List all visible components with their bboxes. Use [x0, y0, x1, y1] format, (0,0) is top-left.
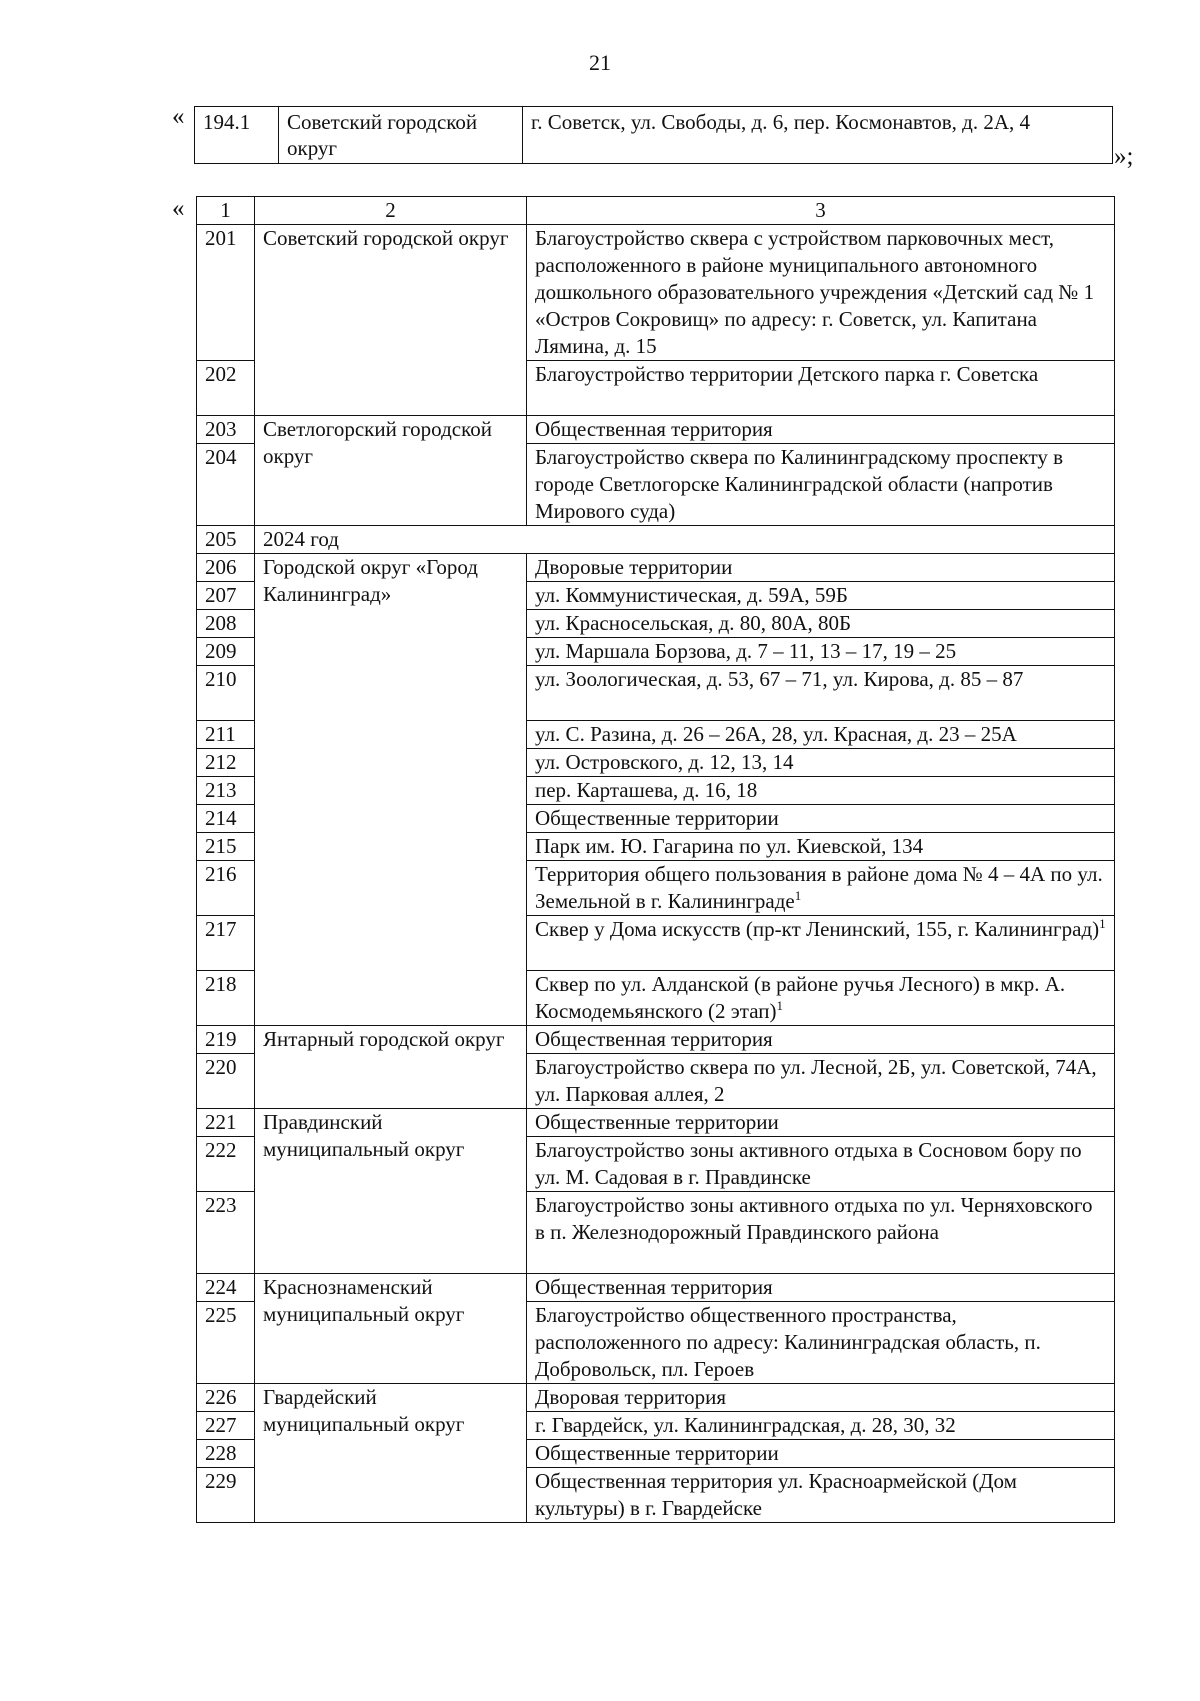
object-cell: пер. Карташева, д. 16, 18 [527, 777, 1115, 805]
row-number: 218 [197, 971, 255, 1026]
object-cell: ул. Маршала Борзова, д. 7 – 11, 13 – 17, 19 – 25 [527, 638, 1115, 666]
table-row [197, 1384, 1115, 1412]
district-cell: Гвардейский муниципальный округ [255, 1384, 527, 1523]
table-row [197, 225, 1115, 361]
close-quote-1: »; [1114, 143, 1134, 170]
row-number: 222 [197, 1137, 255, 1192]
object-cell: Парк им. Ю. Гагарина по ул. Киевской, 134 [527, 833, 1115, 861]
row-number: 208 [197, 610, 255, 638]
object-cell [527, 916, 1115, 971]
object-cell: Общественная территория [527, 1274, 1115, 1302]
object-cell: Благоустройство зоны активного отдыха в Сосновом бору по ул. М. Садовая в г. Правдинске [527, 1137, 1115, 1192]
amendment-table-194-1 [194, 106, 1113, 164]
object-cell: ул. Зоологическая, д. 53, 67 – 71, ул. Кирова, д. 85 – 87 [527, 666, 1115, 721]
object-cell: Общественные территории [527, 1109, 1115, 1137]
open-quote-1: « [172, 103, 185, 130]
year-cell: 2024 год [255, 526, 1115, 554]
row-number: 224 [197, 1274, 255, 1302]
header-col-2: 2 [255, 197, 527, 225]
row-number: 202 [197, 361, 255, 416]
footnote-mark: 1 [776, 998, 784, 1013]
row-number: 215 [197, 833, 255, 861]
object-cell: г. Гвардейск, ул. Калининградская, д. 28, 30, 32 [527, 1412, 1115, 1440]
row-number: 229 [197, 1468, 255, 1523]
object-cell: Благоустройство сквера по Калининградскому проспекту в городе Светлогорске Калининградской области (напротив Мирового суда) [527, 444, 1115, 526]
object-cell: Общественные территории [527, 805, 1115, 833]
row-number: 226 [197, 1384, 255, 1412]
district-cell: Краснознаменский муниципальный округ [255, 1274, 527, 1384]
row-number: 216 [197, 861, 255, 916]
object-cell: ул. С. Разина, д. 26 – 26А, 28, ул. Красная, д. 23 – 25А [527, 721, 1115, 749]
object-cell: Дворовые территории [527, 554, 1115, 582]
object-text: Сквер у Дома искусств (пр-кт Ленинский, 155, г. Калининград) [535, 917, 1100, 941]
row-number: 221 [197, 1109, 255, 1137]
district-cell: Правдинский муниципальный округ [255, 1109, 527, 1274]
objects-table [196, 196, 1115, 1523]
row-number: 225 [197, 1302, 255, 1384]
object-cell: Общественная территория [527, 416, 1115, 444]
header-col-1: 1 [197, 197, 255, 225]
district-cell: Советский городской округ [279, 107, 523, 164]
row-number: 223 [197, 1192, 255, 1274]
object-cell: ул. Красносельская, д. 80, 80А, 80Б [527, 610, 1115, 638]
object-cell: Общественные территории [527, 1440, 1115, 1468]
table-row [197, 1026, 1115, 1054]
row-number: 207 [197, 582, 255, 610]
row-number: 211 [197, 721, 255, 749]
table-header-row [197, 197, 1115, 225]
row-number: 228 [197, 1440, 255, 1468]
row-number: 220 [197, 1054, 255, 1109]
page-number: 21 [589, 50, 611, 75]
row-number: 213 [197, 777, 255, 805]
table-row [197, 416, 1115, 444]
row-number: 217 [197, 916, 255, 971]
object-cell: ул. Островского, д. 12, 13, 14 [527, 749, 1115, 777]
row-number: 227 [197, 1412, 255, 1440]
district-cell: Светлогорский городской округ [255, 416, 527, 526]
table-row [197, 554, 1115, 582]
row-number: 203 [197, 416, 255, 444]
row-number: 206 [197, 554, 255, 582]
table-row [197, 1274, 1115, 1302]
object-cell: Дворовая территория [527, 1384, 1115, 1412]
address-cell: г. Советск, ул. Свободы, д. 6, пер. Космонавтов, д. 2А, 4 [523, 107, 1113, 164]
row-number: 205 [197, 526, 255, 554]
object-text: Территория общего пользования в районе дома № 4 – 4А по ул. Земельной в г. Калининграде [535, 862, 1103, 913]
object-cell [527, 971, 1115, 1026]
object-text: Сквер по ул. Алданской (в районе ручья Лесного) в мкр. А. Космодемьянского (2 этап) [535, 972, 1066, 1023]
row-number: 212 [197, 749, 255, 777]
object-cell: Общественная территория [527, 1026, 1115, 1054]
object-cell: Благоустройство территории Детского парка г. Советска [527, 361, 1115, 416]
object-cell: Благоустройство зоны активного отдыха по ул. Черняховского в п. Железнодорожный Правдинского района [527, 1192, 1115, 1274]
year-row [197, 526, 1115, 554]
row-number: 219 [197, 1026, 255, 1054]
row-number: 194.1 [195, 107, 279, 164]
footnote-mark: 1 [794, 888, 802, 903]
row-number: 210 [197, 666, 255, 721]
table-row [195, 107, 1113, 164]
object-cell [527, 861, 1115, 916]
object-cell: ул. Коммунистическая, д. 59А, 59Б [527, 582, 1115, 610]
row-number: 209 [197, 638, 255, 666]
object-cell: Благоустройство общественного пространства, расположенного по адресу: Калининградская область, п. Добровольск, пл. Героев [527, 1302, 1115, 1384]
row-number: 201 [197, 225, 255, 361]
header-col-3: 3 [527, 197, 1115, 225]
district-cell: Янтарный городской округ [255, 1026, 527, 1109]
object-cell: Благоустройство сквера с устройством парковочных мест, расположенного в районе муниципального автономного дошкольного образовательного учреждения «Детский сад № 1 «Остров Сокровищ» по адресу: г. Советск, ул. Капитана Лямина, д. 15 [527, 225, 1115, 361]
object-cell: Благоустройство сквера по ул. Лесной, 2Б, ул. Советской, 74А, ул. Парковая аллея, 2 [527, 1054, 1115, 1109]
object-cell: Общественная территория ул. Красноармейской (Дом культуры) в г. Гвардейске [527, 1468, 1115, 1523]
district-cell: Городской округ «Город Калининград» [255, 554, 527, 1026]
footnote-mark: 1 [1099, 916, 1106, 931]
row-number: 214 [197, 805, 255, 833]
open-quote-2: « [172, 195, 185, 222]
row-number: 204 [197, 444, 255, 526]
district-cell: Советский городской округ [255, 225, 527, 416]
table-row [197, 1109, 1115, 1137]
